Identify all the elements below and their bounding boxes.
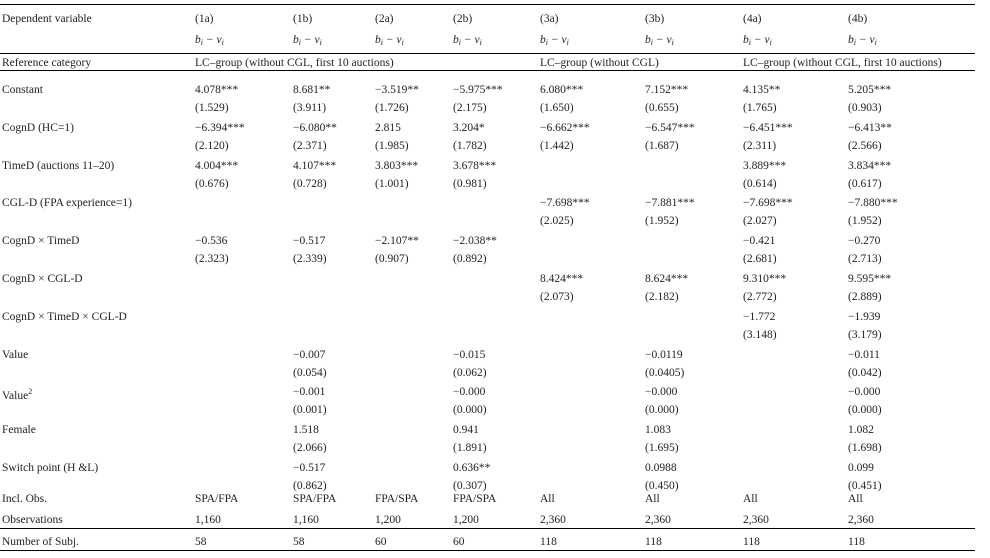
footer-cell: All [540, 493, 555, 505]
formula-term: − [300, 34, 315, 46]
dependent-variable-formula [848, 33, 877, 50]
coefficient-cell: −1.772 [743, 311, 776, 323]
formula-subscript: i [319, 38, 322, 47]
footer-cell: 118 [743, 536, 760, 548]
standard-error-cell: (1.650) [540, 102, 574, 114]
formula-term: b [540, 34, 546, 46]
coefficient-cell: −6.413** [848, 122, 892, 134]
standard-error-cell: (0.614) [743, 178, 777, 190]
standard-error-cell: (2.681) [743, 253, 777, 265]
dependent-variable-formula [743, 33, 772, 50]
standard-error-cell: (2.182) [645, 291, 679, 303]
coefficient-cell: 3.889*** [743, 160, 787, 172]
coefficient-cell: −0.421 [743, 235, 776, 247]
coefficient-cell: −1.939 [848, 311, 881, 323]
formula-term: v [666, 34, 672, 46]
formula-term: b [293, 34, 299, 46]
standard-error-cell: (2.025) [540, 215, 574, 227]
formula-term: − [855, 34, 870, 46]
standard-error-cell: (1.952) [645, 215, 679, 227]
standard-error-cell: (0.001) [293, 404, 327, 416]
standard-error-cell: (0.892) [453, 253, 487, 265]
footer-cell: 1,200 [375, 514, 401, 526]
dependent-variable-label: Dependent variable [2, 13, 92, 25]
model-header: (1b) [293, 13, 313, 25]
standard-error-cell: (2.027) [743, 215, 777, 227]
top-rule [0, 4, 975, 5]
standard-error-cell: (0.000) [645, 404, 679, 416]
formula-term: b [195, 34, 201, 46]
formula-term: v [764, 34, 770, 46]
footer-cell: All [743, 493, 758, 505]
coefficient-cell: 8.424*** [540, 273, 584, 285]
coefficient-cell: 1.518 [293, 424, 319, 436]
coefficient-cell: 0.099 [848, 462, 874, 474]
bottom-rule [0, 550, 975, 551]
formula-term: b [453, 34, 459, 46]
standard-error-cell: (1.442) [540, 140, 574, 152]
coefficient-cell: −2.107** [375, 235, 419, 247]
standard-error-cell: (1.891) [453, 442, 487, 454]
formula-term: − [547, 34, 562, 46]
formula-term: v [474, 34, 480, 46]
coefficient-cell: 3.803*** [375, 160, 419, 172]
model-header: (4b) [848, 13, 868, 25]
formula-term: v [216, 34, 222, 46]
standard-error-cell: (2.311) [743, 140, 777, 152]
coefficient-cell: −0.517 [293, 462, 326, 474]
footer-cell: 118 [645, 536, 662, 548]
standard-error-cell: (3.911) [293, 102, 327, 114]
coefficient-cell: −6.394*** [195, 122, 245, 134]
formula-subscript: i [200, 38, 203, 47]
header-rule [0, 53, 975, 54]
coefficient-cell: 7.152*** [645, 84, 689, 96]
formula-term: b [743, 34, 749, 46]
coefficient-cell: −0.011 [848, 349, 880, 361]
standard-error-cell: (0.907) [375, 253, 409, 265]
model-header: (3b) [645, 13, 665, 25]
formula-term: b [848, 34, 854, 46]
standard-error-cell: (1.698) [848, 442, 882, 454]
footer-cell: FPA/SPA [453, 493, 497, 505]
dependent-variable-formula [195, 33, 224, 50]
coefficient-cell: 4.107*** [293, 160, 337, 172]
coefficient-cell: −7.698*** [743, 197, 793, 209]
model-header: (2a) [375, 13, 394, 25]
coefficient-cell: −0.536 [195, 235, 228, 247]
coefficient-cell: 3.834*** [848, 160, 892, 172]
footer-cell: 1,200 [453, 514, 479, 526]
dependent-variable-formula [293, 33, 322, 50]
row-label: CognD × TimeD [2, 235, 80, 247]
coefficient-cell: −0.007 [293, 349, 326, 361]
footer-cell: 118 [540, 536, 557, 548]
standard-error-cell: (0.617) [848, 178, 882, 190]
coefficient-cell: 3.678*** [453, 160, 497, 172]
formula-subscript: i [545, 38, 548, 47]
coefficient-cell: 0.941 [453, 424, 479, 436]
standard-error-cell: (1.695) [645, 442, 679, 454]
formula-subscript: i [380, 38, 383, 47]
standard-error-cell: (0.903) [848, 102, 882, 114]
row-label-superscript: 2 [28, 387, 33, 396]
coefficient-cell: 0.0988 [645, 462, 677, 474]
row-label: CognD × CGL-D [2, 273, 83, 285]
coefficient-cell: 1.082 [848, 424, 874, 436]
coefficient-cell: 9.310*** [743, 273, 787, 285]
standard-error-cell: (0.450) [645, 480, 679, 492]
standard-error-cell: (1.765) [743, 102, 777, 114]
coefficient-cell: 4.004*** [195, 160, 239, 172]
footer-cell: 60 [453, 536, 465, 548]
footer-label: Observations [2, 514, 63, 526]
reference-group: LC–group (without CGL, first 10 auctions) [195, 57, 394, 69]
formula-subscript: i [748, 38, 751, 47]
formula-term: v [561, 34, 567, 46]
row-label: Constant [2, 84, 43, 96]
footer-cell: 58 [293, 536, 305, 548]
coefficient-cell: −0.000 [645, 386, 678, 398]
footer-label: Number of Subj. [2, 536, 79, 548]
coefficient-cell: −0.270 [848, 235, 881, 247]
footer-label: Incl. Obs. [2, 493, 48, 505]
standard-error-cell: (2.772) [743, 291, 777, 303]
footer-cell: 2,360 [743, 514, 769, 526]
row-label: Value$^2$ [2, 387, 33, 402]
footer-cell: 2,360 [540, 514, 566, 526]
footer-cell: 58 [195, 536, 207, 548]
footer-cell: FPA/SPA [375, 493, 419, 505]
coefficient-cell: 2.815 [375, 122, 401, 134]
coefficient-cell: 5.205*** [848, 84, 892, 96]
coefficient-cell: 8.681** [293, 84, 331, 96]
formula-term: − [202, 34, 217, 46]
standard-error-cell: (0.981) [453, 178, 487, 190]
coefficient-cell: −7.881*** [645, 197, 695, 209]
coefficient-cell: −6.080** [293, 122, 337, 134]
reference-category-label: Reference category [2, 57, 92, 69]
standard-error-cell: (0.862) [293, 480, 327, 492]
model-header: (4a) [743, 13, 762, 25]
row-label: Value [2, 349, 29, 361]
footer-cell: All [645, 493, 660, 505]
footer-cell: SPA/FPA [195, 493, 239, 505]
dependent-variable-formula [375, 33, 404, 50]
standard-error-cell: (2.889) [848, 291, 882, 303]
standard-error-cell: (0.042) [848, 367, 882, 379]
coefficient-cell: 6.080*** [540, 84, 584, 96]
standard-error-cell: (2.323) [195, 253, 229, 265]
formula-subscript: i [874, 38, 877, 47]
standard-error-cell: (0.655) [645, 102, 679, 114]
row-label: CGL-D (FPA experience=1) [2, 197, 132, 209]
coefficient-cell: −7.880*** [848, 197, 898, 209]
standard-error-cell: (3.148) [743, 329, 777, 341]
standard-error-cell: (0.451) [848, 480, 882, 492]
row-label: Female [2, 424, 36, 436]
coefficient-cell: −0.000 [848, 386, 881, 398]
formula-subscript: i [401, 38, 404, 47]
coefficient-cell: −0.517 [293, 235, 326, 247]
footer-rule [0, 528, 975, 529]
formula-subscript: i [221, 38, 224, 47]
standard-error-cell: (1.001) [375, 178, 409, 190]
reference-group: LC–group (without CGL, first 10 auctions) [743, 57, 942, 69]
coefficient-cell: −3.519** [375, 84, 419, 96]
formula-subscript: i [458, 38, 461, 47]
formula-subscript: i [298, 38, 301, 47]
formula-subscript: i [769, 38, 772, 47]
footer-cell: 1,160 [293, 514, 319, 526]
row-label: CognD × TimeD × CGL-D [2, 311, 127, 323]
standard-error-cell: (2.566) [848, 140, 882, 152]
dependent-variable-formula [645, 33, 674, 50]
reference-rule [0, 70, 975, 71]
standard-error-cell: (1.726) [375, 102, 409, 114]
coefficient-cell: −6.662*** [540, 122, 590, 134]
dependent-variable-formula [540, 33, 569, 50]
coefficient-cell: −2.038** [453, 235, 497, 247]
coefficient-cell: 1.083 [645, 424, 671, 436]
formula-subscript: i [479, 38, 482, 47]
standard-error-cell: (0.307) [453, 480, 487, 492]
formula-term: b [645, 34, 651, 46]
standard-error-cell: (2.073) [540, 291, 574, 303]
standard-error-cell: (1.782) [453, 140, 487, 152]
coefficient-cell: −0.000 [453, 386, 486, 398]
model-header: (2b) [453, 13, 473, 25]
standard-error-cell: (1.985) [375, 140, 409, 152]
standard-error-cell: (0.062) [453, 367, 487, 379]
model-header: (3a) [540, 13, 559, 25]
formula-term: − [460, 34, 475, 46]
coefficient-cell: 4.135** [743, 84, 781, 96]
reference-group: LC–group (without CGL) [540, 57, 659, 69]
coefficient-cell: 4.078*** [195, 84, 239, 96]
coefficient-cell: −0.001 [293, 386, 326, 398]
coefficient-cell: 3.204* [453, 122, 485, 134]
standard-error-cell: (0.0405) [645, 367, 685, 379]
formula-term: v [396, 34, 402, 46]
standard-error-cell: (3.179) [848, 329, 882, 341]
footer-cell: SPA/FPA [293, 493, 337, 505]
standard-error-cell: (0.000) [453, 404, 487, 416]
standard-error-cell: (1.687) [645, 140, 679, 152]
standard-error-cell: (0.000) [848, 404, 882, 416]
coefficient-cell: 9.595*** [848, 273, 892, 285]
row-label: TimeD (auctions 11–20) [2, 160, 115, 172]
dependent-variable-formula [453, 33, 482, 50]
formula-term: − [382, 34, 397, 46]
coefficient-cell: −6.547*** [645, 122, 695, 134]
formula-term: − [750, 34, 765, 46]
standard-error-cell: (2.713) [848, 253, 882, 265]
formula-subscript: i [853, 38, 856, 47]
formula-term: b [375, 34, 381, 46]
row-label: CognD (HC=1) [2, 122, 74, 134]
coefficient-cell: 8.624*** [645, 273, 689, 285]
footer-cell: 2,360 [645, 514, 671, 526]
formula-subscript: i [650, 38, 653, 47]
coefficient-cell: −0.0119 [645, 349, 683, 361]
formula-term: v [314, 34, 320, 46]
standard-error-cell: (1.952) [848, 215, 882, 227]
coefficient-cell: −0.015 [453, 349, 486, 361]
formula-term: v [869, 34, 875, 46]
footer-cell: 2,360 [848, 514, 874, 526]
standard-error-cell: (2.371) [293, 140, 327, 152]
standard-error-cell: (0.676) [195, 178, 229, 190]
formula-subscript: i [566, 38, 569, 47]
model-header: (1a) [195, 13, 214, 25]
coefficient-cell: −6.451*** [743, 122, 793, 134]
coefficient-cell: −5.975*** [453, 84, 503, 96]
standard-error-cell: (0.054) [293, 367, 327, 379]
standard-error-cell: (2.066) [293, 442, 327, 454]
coefficient-cell: −7.698*** [540, 197, 590, 209]
footer-cell: 60 [375, 536, 387, 548]
footer-cell: 118 [848, 536, 865, 548]
formula-term: − [652, 34, 667, 46]
formula-subscript: i [671, 38, 674, 47]
standard-error-cell: (0.728) [293, 178, 327, 190]
standard-error-cell: (2.175) [453, 102, 487, 114]
footer-cell: 1,160 [195, 514, 221, 526]
footer-cell: All [848, 493, 863, 505]
standard-error-cell: (2.120) [195, 140, 229, 152]
standard-error-cell: (1.529) [195, 102, 229, 114]
standard-error-cell: (2.339) [293, 253, 327, 265]
coefficient-cell: 0.636** [453, 462, 491, 474]
row-label: Switch point (H &L) [2, 462, 99, 474]
